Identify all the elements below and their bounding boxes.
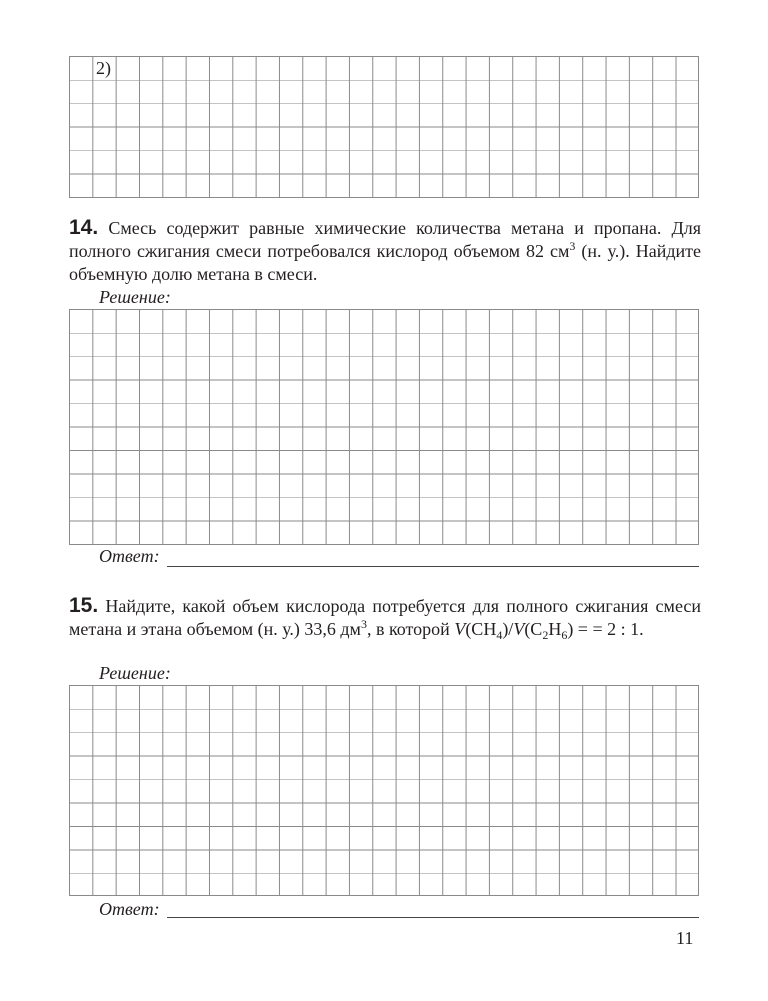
page-number: 11 bbox=[676, 928, 694, 948]
task-15-answer-line[interactable] bbox=[167, 917, 699, 918]
task-15-superscript: 3 bbox=[360, 617, 367, 631]
task-15-c: (C bbox=[524, 619, 543, 639]
task-15-solution-label: Решение: bbox=[99, 663, 171, 683]
task-15-subscript-1: 4 bbox=[496, 628, 503, 642]
task-15-text-part1: Найдите, какой объем кислорода потребуется для полного сжигания смеси метана и этана объемом (н. у.) 33,6 дм bbox=[69, 596, 702, 639]
task-15-subscript-3: 6 bbox=[561, 628, 568, 642]
task-14-text bbox=[69, 216, 701, 286]
task-14-solution-label: Решение: bbox=[99, 287, 171, 307]
answer-grid-top[interactable] bbox=[69, 56, 699, 198]
task-14-answer-line[interactable] bbox=[167, 566, 699, 567]
task-15-number: 15. bbox=[69, 594, 99, 617]
task-15-volume-symbol-1: V bbox=[454, 619, 466, 639]
task-14-text-part2: (н. у.). Найдите объемную долю метана в смеси. bbox=[69, 241, 701, 284]
task-15-text bbox=[69, 594, 701, 641]
task-15-subscript-2: 2 bbox=[542, 628, 549, 642]
task-15-answer-label: Ответ: bbox=[99, 899, 160, 919]
task-15-tail: ) = = 2 : 1. bbox=[567, 619, 644, 639]
task-15-volume-symbol-2: V bbox=[513, 619, 525, 639]
task-15-solution-grid[interactable] bbox=[69, 685, 699, 896]
task-14-answer-label: Ответ: bbox=[99, 546, 160, 566]
task-14-number: 14. bbox=[69, 216, 99, 239]
task-15-ch: (CH bbox=[465, 619, 497, 639]
task-14-text-part1: Смесь содержит равные химические количества метана и пропана. Для полного сжигания смеси потребовался кислород объемом 82 см bbox=[69, 218, 701, 261]
task-14-solution-grid[interactable] bbox=[69, 309, 699, 545]
task-15-text-part2: , в которой bbox=[366, 619, 455, 639]
task-15-mid: )/ bbox=[502, 619, 514, 639]
subitem-label: 2) bbox=[96, 58, 111, 78]
task-15-h: H bbox=[548, 619, 562, 639]
task-14-superscript: 3 bbox=[569, 239, 576, 253]
